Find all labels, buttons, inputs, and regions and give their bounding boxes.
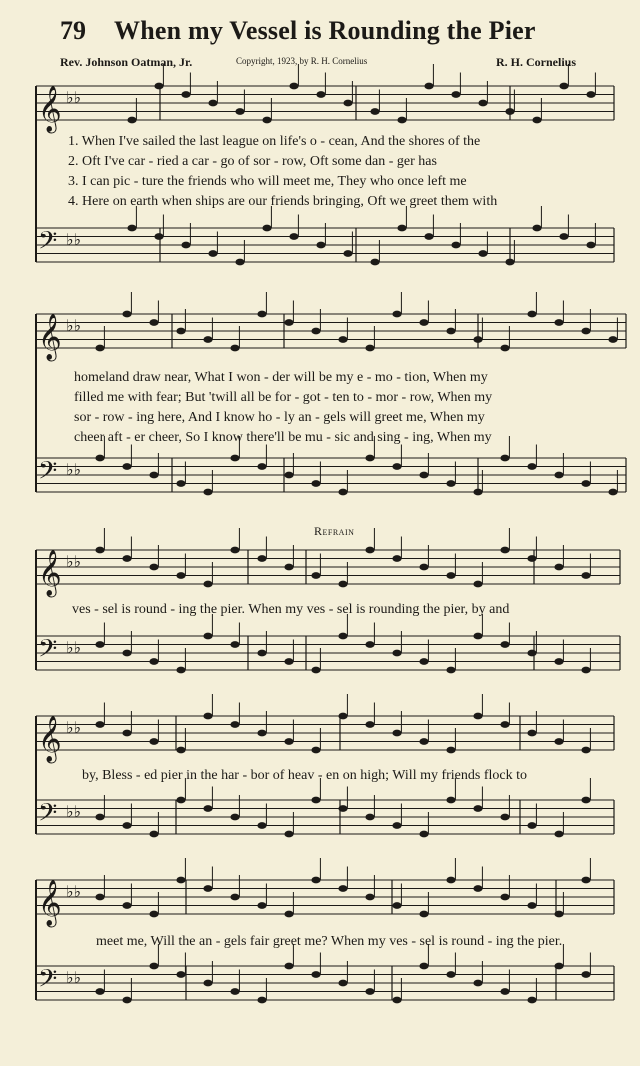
note-head [419, 472, 428, 479]
note-head [581, 971, 590, 978]
key-signature: ♭♭ [66, 802, 82, 821]
key-signature: ♭♭ [66, 552, 82, 571]
note-head [473, 489, 482, 496]
note-head [338, 581, 347, 588]
note-head [95, 814, 104, 821]
refrain-line-3: meet me, Will the an - gels fair greet me? When my ves - sel is round - ing the pier. [96, 934, 563, 949]
note-head [257, 902, 266, 909]
composer-credit: R. H. Cornelius [496, 55, 577, 69]
note-head [289, 233, 298, 240]
note-head [235, 259, 244, 266]
note-head [95, 721, 104, 728]
note-head [230, 547, 239, 554]
note-head [505, 108, 514, 115]
note-head [149, 472, 158, 479]
note-head [338, 633, 347, 640]
note-head [316, 242, 325, 249]
note-head [554, 472, 563, 479]
note-head [311, 480, 320, 487]
note-head [203, 805, 212, 812]
note-head [500, 455, 509, 462]
note-head [203, 633, 212, 640]
note-head [257, 555, 266, 562]
key-signature: ♭♭ [66, 638, 82, 657]
note-head [397, 225, 406, 232]
note-head [208, 250, 217, 257]
note-head [311, 747, 320, 754]
treble-clef: 𝄞 [38, 550, 62, 596]
note-head [527, 311, 536, 318]
note-head [581, 667, 590, 674]
note-head [289, 83, 298, 90]
verse-4-line-2: cheer aft - er cheer, So I know there'll be mu - sic and sing - ing, When my [74, 430, 492, 445]
note-head [338, 489, 347, 496]
key-signature: ♭♭ [66, 230, 82, 249]
note-head [365, 547, 374, 554]
note-head [365, 345, 374, 352]
note-head [554, 658, 563, 665]
note-head [397, 117, 406, 124]
note-head [230, 988, 239, 995]
note-head [181, 242, 190, 249]
note-head [311, 572, 320, 579]
note-head [554, 831, 563, 838]
note-head [311, 667, 320, 674]
note-head [365, 455, 374, 462]
note-head [343, 100, 352, 107]
verse-3-line-1: 3. I can pic - ture the friends who will meet me, They who once left me [68, 174, 467, 189]
note-head [149, 963, 158, 970]
note-head [554, 963, 563, 970]
note-head [446, 747, 455, 754]
note-head [559, 83, 568, 90]
note-head [95, 455, 104, 462]
note-head [122, 311, 131, 318]
note-head [203, 336, 212, 343]
note-head [424, 83, 433, 90]
note-head [127, 225, 136, 232]
note-head [311, 328, 320, 335]
bass-clef: 𝄢 [38, 798, 58, 834]
note-head [581, 328, 590, 335]
author-credit: Rev. Johnson Oatman, Jr. [60, 55, 193, 69]
note-head [154, 83, 163, 90]
note-head [473, 633, 482, 640]
note-head [149, 658, 158, 665]
key-signature: ♭♭ [66, 968, 82, 987]
note-head [446, 877, 455, 884]
note-head [284, 831, 293, 838]
note-head [424, 233, 433, 240]
note-head [500, 814, 509, 821]
key-signature: ♭♭ [66, 460, 82, 479]
note-head [581, 572, 590, 579]
note-head [500, 547, 509, 554]
note-head [149, 911, 158, 918]
note-head [122, 822, 131, 829]
note-head [365, 721, 374, 728]
note-head [446, 971, 455, 978]
note-head [392, 730, 401, 737]
note-head [284, 472, 293, 479]
note-head [149, 738, 158, 745]
note-head [532, 225, 541, 232]
note-head [505, 259, 514, 266]
note-head [176, 328, 185, 335]
note-head [500, 988, 509, 995]
refrain-line-1: ves - sel is round - ing the pier. When my ves - sel is rounding the pier, by and [72, 602, 510, 617]
hymn-title: When my Vessel is Rounding the Pier [114, 16, 536, 45]
note-head [338, 980, 347, 987]
note-head [284, 738, 293, 745]
verse-3-line-2: sor - row - ing here, And I know ho - ly an - gels will greet me, When my [74, 410, 485, 425]
note-head [122, 555, 131, 562]
note-head [473, 805, 482, 812]
note-head [478, 100, 487, 107]
note-head [316, 91, 325, 98]
note-head [370, 259, 379, 266]
note-head [257, 463, 266, 470]
note-head [338, 805, 347, 812]
note-head [230, 894, 239, 901]
refrain-label: Refrain [314, 524, 355, 538]
hymn-number: 79 [60, 16, 86, 45]
treble-clef: 𝄞 [38, 716, 62, 762]
note-head [203, 581, 212, 588]
note-head [500, 894, 509, 901]
note-head [581, 797, 590, 804]
note-head [230, 641, 239, 648]
refrain-line-2: by, Bless - ed pier in the har - bor of heav - en on high; Will my friends flock to [82, 768, 527, 783]
note-head [419, 831, 428, 838]
note-head [257, 997, 266, 1004]
note-head [527, 730, 536, 737]
note-head [392, 902, 401, 909]
note-head [527, 822, 536, 829]
note-head [257, 730, 266, 737]
note-head [257, 311, 266, 318]
verse-2-line-1: 2. Oft I've car - ried a car - go of sor - row, Oft some dan - ger has [68, 154, 437, 169]
note-head [473, 336, 482, 343]
note-head [95, 641, 104, 648]
note-head [478, 250, 487, 257]
note-head [284, 319, 293, 326]
bass-clef: 𝄢 [38, 456, 58, 492]
key-signature: ♭♭ [66, 88, 82, 107]
note-head [203, 713, 212, 720]
bass-clef: 𝄢 [38, 226, 58, 262]
note-head [203, 489, 212, 496]
note-head [392, 311, 401, 318]
note-head [473, 581, 482, 588]
note-head [554, 564, 563, 571]
verse-2-line-2: filled me with fear; But 'twill all be for - got - ten to - mor - row, When my [74, 390, 493, 405]
note-head [181, 91, 190, 98]
note-head [208, 100, 217, 107]
verse-1-line-2: homeland draw near, What I won - der will be my e - mo - tion, When my [74, 370, 488, 385]
note-head [230, 814, 239, 821]
note-head [500, 721, 509, 728]
note-head [95, 894, 104, 901]
note-head [338, 336, 347, 343]
note-head [95, 988, 104, 995]
note-head [203, 980, 212, 987]
note-head [446, 480, 455, 487]
note-head [581, 747, 590, 754]
note-head [176, 572, 185, 579]
note-head [176, 797, 185, 804]
note-head [311, 877, 320, 884]
note-head [176, 667, 185, 674]
note-head [500, 345, 509, 352]
note-head [122, 730, 131, 737]
note-head [370, 108, 379, 115]
note-head [419, 564, 428, 571]
note-head [230, 345, 239, 352]
note-head [122, 463, 131, 470]
note-head [581, 877, 590, 884]
note-head [586, 91, 595, 98]
note-head [419, 738, 428, 745]
note-head [284, 564, 293, 571]
note-head [608, 489, 617, 496]
note-head [176, 971, 185, 978]
note-head [149, 831, 158, 838]
note-head [419, 658, 428, 665]
note-head [446, 667, 455, 674]
note-head [149, 319, 158, 326]
note-head [122, 650, 131, 657]
note-head [230, 721, 239, 728]
note-head [559, 233, 568, 240]
note-head [392, 555, 401, 562]
note-head [554, 319, 563, 326]
note-head [392, 822, 401, 829]
note-head [365, 988, 374, 995]
note-head [365, 894, 374, 901]
note-head [154, 233, 163, 240]
note-head [176, 747, 185, 754]
note-head [257, 650, 266, 657]
note-head [527, 555, 536, 562]
note-head [149, 564, 158, 571]
note-head [446, 328, 455, 335]
note-head [554, 911, 563, 918]
treble-clef: 𝄞 [38, 314, 62, 360]
key-signature: ♭♭ [66, 882, 82, 901]
note-head [176, 480, 185, 487]
key-signature: ♭♭ [66, 316, 82, 335]
note-head [365, 641, 374, 648]
note-head [122, 902, 131, 909]
note-head [473, 980, 482, 987]
verse-4-line-1: 4. Here on earth when ships are our friends bringing, Oft we greet them with [68, 194, 498, 209]
note-head [95, 345, 104, 352]
note-head [392, 463, 401, 470]
note-head [527, 902, 536, 909]
note-head [392, 650, 401, 657]
note-head [473, 885, 482, 892]
note-head [419, 319, 428, 326]
note-head [581, 480, 590, 487]
treble-clef: 𝄞 [38, 86, 62, 132]
note-head [451, 91, 460, 98]
bass-clef: 𝄢 [38, 634, 58, 670]
note-head [230, 455, 239, 462]
note-head [311, 797, 320, 804]
note-head [532, 117, 541, 124]
treble-clef: 𝄞 [38, 880, 62, 926]
note-head [338, 885, 347, 892]
note-head [446, 572, 455, 579]
note-head [586, 242, 595, 249]
note-head [284, 911, 293, 918]
note-head [500, 641, 509, 648]
note-head [419, 963, 428, 970]
note-head [311, 971, 320, 978]
copyright-notice: Copyright, 1923, by R. H. Cornelius [236, 56, 368, 66]
note-head [419, 911, 428, 918]
note-head [95, 547, 104, 554]
bass-clef: 𝄢 [38, 964, 58, 1000]
note-head [608, 336, 617, 343]
note-head [527, 997, 536, 1004]
note-head [473, 713, 482, 720]
note-head [365, 814, 374, 821]
note-head [262, 225, 271, 232]
note-head [338, 713, 347, 720]
note-head [392, 997, 401, 1004]
note-head [176, 877, 185, 884]
note-head [527, 463, 536, 470]
note-head [284, 963, 293, 970]
key-signature: ♭♭ [66, 718, 82, 737]
note-head [203, 885, 212, 892]
note-head [235, 108, 244, 115]
note-head [554, 738, 563, 745]
note-head [127, 117, 136, 124]
verse-1-line-1: 1. When I've sailed the last league on life's o - cean, And the shores of the [68, 134, 481, 149]
note-head [122, 997, 131, 1004]
note-head [343, 250, 352, 257]
note-head [262, 117, 271, 124]
note-head [446, 797, 455, 804]
note-head [257, 822, 266, 829]
note-head [451, 242, 460, 249]
note-head [284, 658, 293, 665]
note-head [527, 650, 536, 657]
